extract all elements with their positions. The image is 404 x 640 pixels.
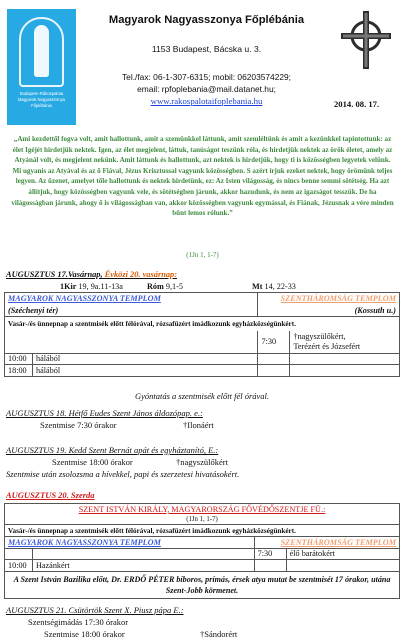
day-heading-aug-20: AUGUSZTUS 20. Szerda <box>6 490 95 500</box>
church-left-header: MAGYAROK NAGYASSZONYA TEMPLOM <box>5 293 258 305</box>
madonna-figure-icon <box>34 25 49 77</box>
church-right-header: SZENTHÁROMSÁG TEMPLOM <box>258 293 400 305</box>
mass-time: 10:00 <box>5 353 33 365</box>
mass-intention: †Sándorért <box>200 629 238 639</box>
bulletin-date: 2014. 08. 17. <box>334 99 380 109</box>
mass-time: 7:30 <box>258 331 290 354</box>
parish-logo <box>7 9 76 125</box>
reading-3: Mt 14, 22-33 <box>252 282 296 291</box>
logo-line-3: Főplébánia <box>31 103 52 108</box>
street-left: (Széchenyi tér) <box>5 305 258 317</box>
celtic-cross-icon <box>334 8 398 72</box>
street-right: (Kossuth u.) <box>258 305 400 317</box>
sunday-mass-table <box>4 292 400 377</box>
confession-note: Gyóntatás a szentmisék előtt fél órával. <box>134 391 270 401</box>
reading-2: Róm 9,1-5 <box>147 282 183 291</box>
church-right-header: SZENTHÁROMSÁG TEMPLOM <box>254 537 399 549</box>
mass-intention: hálából <box>33 353 258 365</box>
parish-website-link[interactable]: www.rakospalotaifoplebania.hu <box>150 96 263 106</box>
reading-1: 1Kir 19, 9a.11-13a <box>60 282 123 291</box>
church-left-header: MAGYAROK NAGYASSZONYA TEMPLOM <box>5 537 255 549</box>
sunday-date: AUGUSZTUS 17.Vasárnap, <box>6 270 103 279</box>
parish-address: 1153 Budapest, Bácska u. 3. <box>151 44 262 54</box>
mass-time-label: Szentmise 7:30 órakor <box>40 420 117 430</box>
mass-time: 7:30 <box>254 548 286 560</box>
basilica-procession-note: A Szent István Bazilika előtt, Dr. ERDŐ PÉTER bíboros, prímás, érsek atya mutat be szentmisét 17 órakor, utána Szent-Jobb körmenet. <box>5 571 400 598</box>
scripture-quote: „Ami kezdettől fogva volt, amit hallottunk, amit a szemünkkel láttunk, amit szemléltünk és amit a kezünkkel tapintottunk: az élet Igéjét hirdetjük nektek. Igen, az élet megjelent, láttuk, tanúságot teszünk róla, és hirdetjük nektek az örök életet, amely az Atyánál volt, és megjelent nekünk. Amit láttunk és hallottunk, azt nektek is hirdetjük, hogy ti is közösségben legyetek velünk. Mi ugyanis az Atyával és az ő Fiával, Jézus Krisztussal vagyunk közösségben. S azért írjuk ezeket nektek, hogy örömünk teljes legyen. Az üzenet, amelyet tőle hallottunk és nektek hirdetünk, ez: Az Isten világosság, és nincs benne semmi sötétség. Ha azt állítjuk, hogy közösségben vagyunk vele, és sötétségben járunk, akkor hazudunk, és nem az igazságot tesszük. De ha világosságban járunk, ahogy ő is világosságban van, akkor közösségben vagyunk egymással, és Fiának, Jézusnak a vére minden bűnt lemos rólunk.” <box>11 135 394 218</box>
rosary-notice: Vasár-/és ünnepnap a szentmisék előtt félórával, rózsafüzért imádkozunk egyházközségünkért. <box>5 317 400 331</box>
day-heading-aug-18: AUGUSZTUS 18. Hétfő Eudes Szent János áldozópap. e.: <box>6 408 203 418</box>
mass-time: 10:00 <box>5 560 33 572</box>
mass-intention: †nagyszülőkért, Terézért és Józsefért <box>290 331 400 354</box>
day-heading-aug-19: AUGUSZTUS 19. Kedd Szent Bernát apát és egyháztanító, E.: <box>6 445 219 455</box>
parish-title: Magyarok Nagyasszonya Főplébánia <box>108 14 305 26</box>
scripture-reference: (1Jn 1, 1-7) <box>186 251 219 259</box>
rosary-notice: Vasár-/és ünnepnap a szentmisék előtt félórával, rózsafüzért imádkozunk egyházközségünkért. <box>5 525 400 537</box>
mass-intention: †Ilonáért <box>183 420 214 430</box>
vespers-note: Szentmise után zsolozsma a hívekkel, papi és szerzetesi hivatásokért. <box>6 469 240 479</box>
parish-email: email: rpfoplebania@mail.datanet.hu; <box>137 84 276 94</box>
mass-time-label: Szentmise 18:00 órakor <box>44 629 125 639</box>
mass-intention: élő barátokért <box>286 548 399 560</box>
logo-line-2: Magyarok Nagyasszonya <box>17 97 65 102</box>
mass-intention: hálából <box>33 365 258 377</box>
sunday-heading <box>6 270 177 279</box>
parish-phone: Tel./fax: 06-1-307-6315; mobil: 06203574229; <box>121 72 291 82</box>
mass-intention: Hazánkért <box>33 560 255 572</box>
feast-mass-table <box>4 503 400 599</box>
mass-intention: †nagyszülőkért <box>176 457 228 467</box>
mass-time-label: Szentmise 18:00 órakor <box>52 457 133 467</box>
sunday-subtitle: Évközi 20. vasárnap: <box>102 270 178 279</box>
adoration-label: Szentségimádás 17:30 órakor <box>28 617 129 627</box>
logo-line-1: Budapest–Rákospalota <box>19 91 64 96</box>
feast-title: SZENT ISTVÁN KIRÁLY, MAGYARORSZÁG FŐVÉDŐSZENTJE FÜ.: <box>5 504 400 515</box>
mass-time: 18:00 <box>5 365 33 377</box>
feast-reference: (1Jn 1, 1-7) <box>5 515 400 525</box>
day-heading-aug-21: AUGUSZTUS 21. Csütörtök Szent X. Piusz pápa E.: <box>6 605 184 615</box>
